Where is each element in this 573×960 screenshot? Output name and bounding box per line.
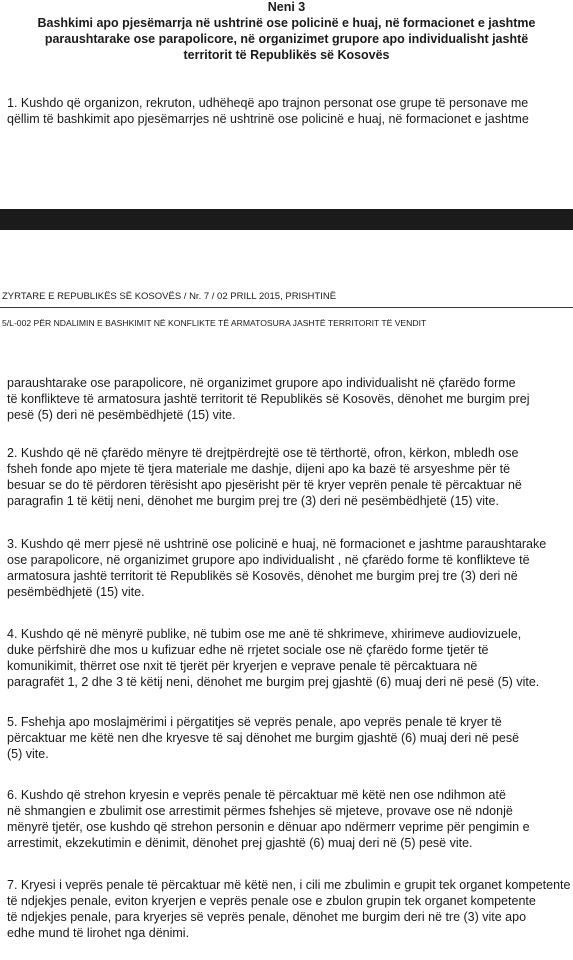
paragraph-line: 7. Kryesi i veprës penale të përcaktuar më këtë nen, i cili me zbulimin e grupit tek organet kompetente <box>7 878 571 892</box>
paragraph-line: përcaktuar me këtë nen dhe kryesve të saj dënohet me burgim gjashtë (6) muaj deri në pesë <box>7 731 520 745</box>
article-title-line: territorit të Republikës së Kosovës <box>183 48 390 62</box>
paragraph-line: pesë (5) deri në pesëmbëdhjetë (15) vite. <box>7 408 236 422</box>
paragraph-line: 5. Fshehja apo moslajmërimi i përgatitjes së veprës penale, apo veprës penale të kryer të <box>7 715 502 729</box>
gazette-header: ZYRTARE E REPUBLIKËS SË KOSOVËS / Nr. 7 / 02 PRILL 2015, PRISHTINË <box>2 291 337 302</box>
paragraph-line: ose parapolicore, në organizimet grupore apo individualisht , në çfarëdo forme të konflikteve të <box>7 553 530 567</box>
paragraph-line: arrestimit, ekzekutimin e dënimit, dënohet prej gjashtë (6) muaj deri në (5) pesë vite. <box>7 836 473 850</box>
paragraph-line: 3. Kushdo që merr pjesë në ushtrinë ose policinë e huaj, në formacionet e jashtme paraushtarake <box>7 537 547 551</box>
paragraph-line: paragrafin 1 të këtij neni, dënohet me burgim prej tre (3) deri në pesëmbëdhjetë (15) vite. <box>7 494 499 508</box>
article-number: Neni 3 <box>267 0 306 14</box>
paragraph-line: mënyrë tjetër, ose kushdo që strehon personin e dënuar apo ndërmerr veprime për pengimin e <box>7 820 530 834</box>
article-title-line: Bashkimi apo pjesëmarrja në ushtrinë ose policinë e huaj, në formacionet e jashtme <box>37 16 536 30</box>
article-title-line: paraushtarake ose parapolicore, në organizimet grupore apo individualisht jashtë <box>44 32 529 46</box>
paragraph-line: (5) vite. <box>7 747 49 761</box>
paragraph-line: besuar se do të përdoren tërësisht apo pjesërisht për të kryer veprën penale të përcaktuar në <box>7 478 522 492</box>
paragraph-line: 4. Kushdo që në mënyrë publike, në tubim ose me anë të shkrimeve, xhirimeve audiovizuele, <box>7 627 522 641</box>
paragraph-line: fsheh fonde apo mjete të tjera materiale me dashje, dijeni apo ka bazë të arsyeshme për të <box>7 462 511 476</box>
page-break-bar <box>0 209 573 230</box>
paragraph-line: të konflikteve të armatosura jashtë territorit të Republikës së Kosovës, dënohet me burgim prej <box>7 392 530 406</box>
paragraph-line: 2. Kushdo që në çfarëdo mënyre të drejtpërdrejtë ose të tërthortë, ofron, kërkon, mbledh ose <box>7 446 519 460</box>
paragraph-line: të ndjekjes penale, para kryerjes së veprës penale, dënohet me burgim deri në tre (3) vite apo <box>7 910 527 924</box>
paragraph-line: 1. Kushdo që organizon, rekruton, udhëheqë apo trajnon personat ose grupe të personave me <box>7 96 529 110</box>
paragraph-line: 6. Kushdo që strehon kryesin e veprës penale të përcaktuar më këtë nen ose ndihmon atë <box>7 788 506 802</box>
paragraph-line: pesëmbëdhjetë (15) vite. <box>7 585 145 599</box>
header-rule <box>0 307 573 308</box>
paragraph-line: të ndjekjes penale, eviton kryerjen e veprës penale ose e zbulon grupin tek organet kompetente <box>7 894 536 908</box>
paragraph-line: qëllim të bashkimit apo pjesëmarrjes në ushtrinë ose policinë e huaj, në formacionet e jashtme <box>7 112 529 126</box>
paragraph-line: paraushtarake ose parapolicore, në organizimet grupore apo individualisht në çfarëdo forme <box>7 376 516 390</box>
paragraph-line: paragrafët 1, 2 dhe 3 të këtij neni, dënohet me burgim prej gjashtë (6) muaj deri në pesë (5) vite. <box>7 675 540 689</box>
law-title: 5/L-002 PËR NDALIMIN E BASHKIMIT NË KONFLIKTE TË ARMATOSURA JASHTË TERRITORIT TË VENDIT <box>2 318 427 328</box>
paragraph-line: në shmangien e zbulimit ose arrestimit përmes fshehjes së mjeteve, provave ose në ndonjë <box>7 804 513 818</box>
paragraph-line: edhe mund të lirohet nga dënimi. <box>7 926 190 940</box>
paragraph-line: armatosura jashtë territorit të Republikës së Kosovës, dënohet me burgim prej tre (3) deri në <box>7 569 518 583</box>
paragraph-line: duke përfshirë dhe mos u kufizuar edhe në rrjetet sociale ose në çfarëdo forme tjetër të <box>7 643 489 657</box>
paragraph-line: komunikimit, thërret ose nxit të tjerët për kryerjen e veprave penale të përcaktuara në <box>7 659 478 673</box>
